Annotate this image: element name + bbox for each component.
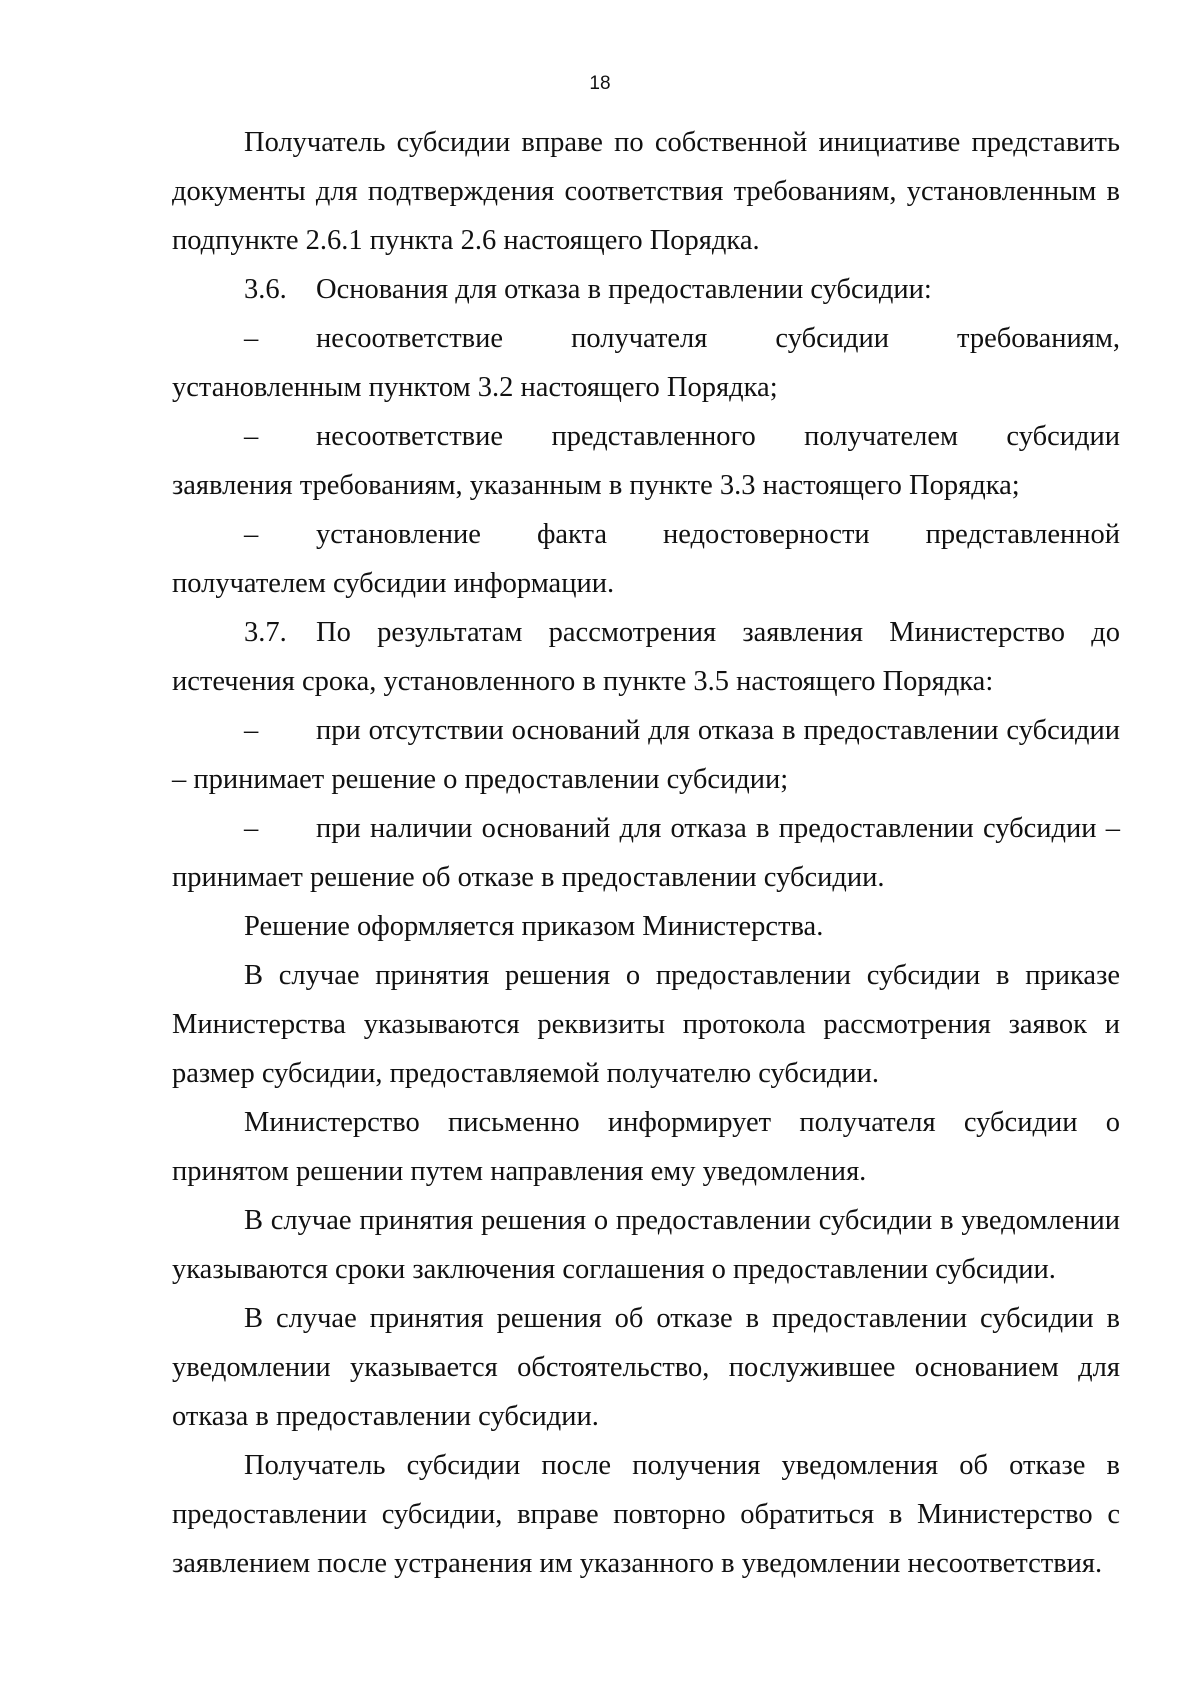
dash-marker: – — [244, 813, 259, 844]
list-item-text: установление факта недостоверности представленной получателем субсидии информации. — [172, 519, 1120, 599]
paragraph: Министерство письменно информирует получателя субсидии о принятом решении путем направления ему уведомления. — [172, 1107, 1120, 1187]
section-number: 3.6. — [244, 274, 287, 305]
list-item-text: при отсутствии оснований для отказа в предоставлении субсидии – принимает решение о предоставлении субсидии; — [172, 715, 1120, 795]
list-item — [172, 510, 1120, 608]
dash-marker: – — [244, 715, 259, 746]
dash-marker: – — [244, 323, 259, 354]
paragraph: Получатель субсидии после получения уведомления об отказе в предоставлении субсидии, вправе повторно обратиться в Министерство с заявлением после устранения им указанного в уведомлении несоответствия. — [172, 1450, 1120, 1579]
section-heading-3-6 — [172, 265, 1120, 314]
list-item — [172, 706, 1120, 804]
paragraph: В случае принятия решения о предоставлении субсидии в уведомлении указываются сроки заключения соглашения о предоставлении субсидии. — [172, 1205, 1120, 1285]
dash-marker: – — [244, 519, 259, 550]
paragraph: Решение оформляется приказом Министерства. — [244, 911, 824, 942]
list-item — [172, 412, 1120, 510]
paragraph: В случае принятия решения об отказе в предоставлении субсидии в уведомлении указывается обстоятельство, послужившее основанием для отказа в предоставлении субсидии. — [172, 1303, 1120, 1432]
list-item-text: несоответствие представленного получателем субсидии заявления требованиям, указанным в пункте 3.3 настоящего Порядка; — [172, 421, 1120, 501]
paragraph: В случае принятия решения о предоставлении субсидии в приказе Министерства указываются реквизиты протокола рассмотрения заявок и размер субсидии, предоставляемой получателю субсидии. — [172, 960, 1120, 1089]
document-body — [172, 118, 1120, 1588]
section-number: 3.7. — [244, 617, 287, 648]
dash-marker: – — [244, 421, 259, 452]
list-item-text: при наличии оснований для отказа в предоставлении субсидии – принимает решение об отказе в предоставлении субсидии. — [172, 813, 1120, 893]
list-item-text: несоответствие получателя субсидии требованиям, установленным пунктом 3.2 настоящего Порядка; — [172, 323, 1120, 403]
list-item — [172, 314, 1120, 412]
section-heading-3-7 — [172, 608, 1120, 706]
page-number: 18 — [589, 73, 611, 94]
paragraph: Получатель субсидии вправе по собственной инициативе представить документы для подтверждения соответствия требованиям, установленным в подпункте 2.6.1 пункта 2.6 настоящего Порядка. — [172, 127, 1120, 256]
section-heading-text: Основания для отказа в предоставлении субсидии: — [316, 274, 932, 305]
list-item — [172, 804, 1120, 902]
section-heading-text: По результатам рассмотрения заявления Министерство до истечения срока, установленного в пункте 3.5 настоящего Порядка: — [172, 617, 1120, 697]
